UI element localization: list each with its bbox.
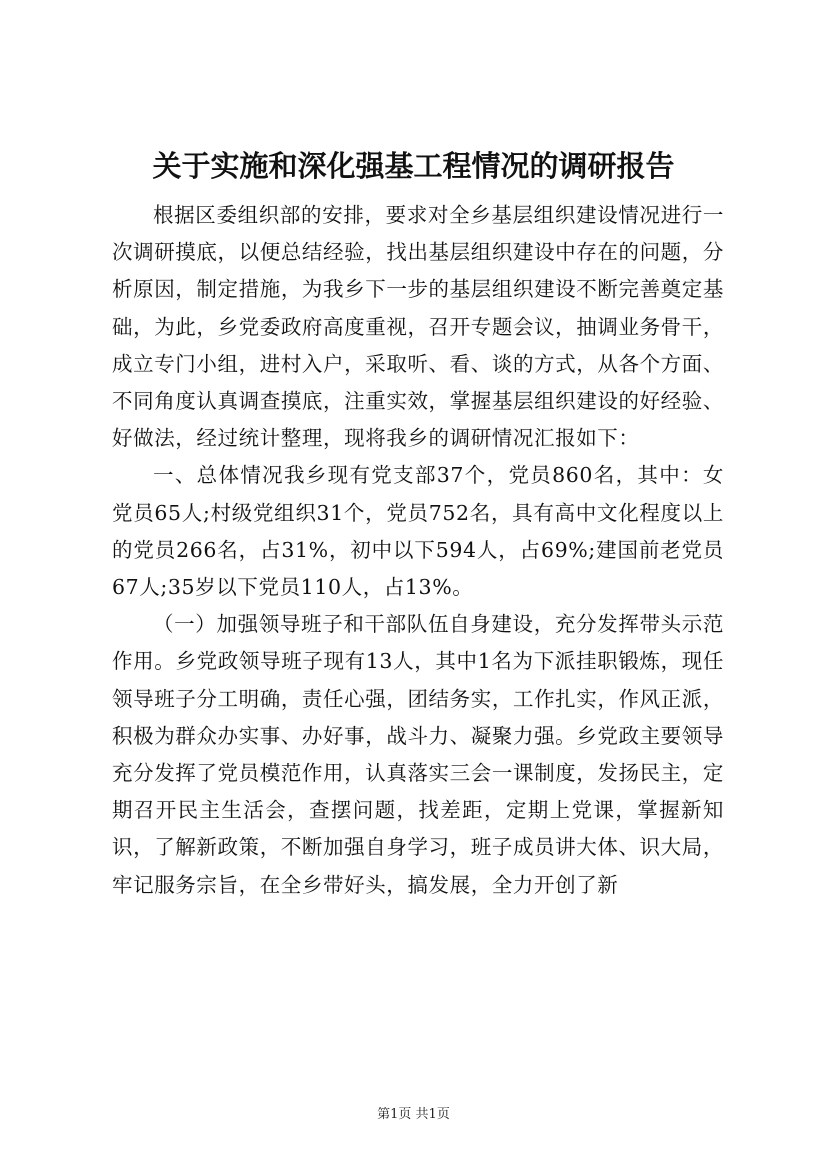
paragraph-intro: 根据区委组织部的安排，要求对全乡基层组织建设情况进行一次调研摸底，以便总结经验，找出基层组织建设中存在的问题，分析原因，制定措施，为我乡下一步的基层组织建设不断完善奠定基础，为此，乡党委政府高度重视，召开专题会议，抽调业务骨干，成立专门小组，进村入户，采取听、看、谈的方式，从各个方面、不同角度认真调查摸底，注重实效，掌握基层组织建设的好经验、好做法，经过统计整理，现将我乡的调研情况汇报如下： — [112, 203, 724, 451]
paragraph-leadership: （一）加强领导班子和干部队伍自身建设，充分发挥带头示范作用。乡党政领导班子现有13人，其中1名为下派挂职锻炼，现任领导班子分工明确，责任心强，团结务实，工作扎实，作风正派，积极为群众办实事、办好事，战斗力、凝聚力强。乡党政主要领导充分发挥了党员模范作用，认真落实三会一课制度，发扬民主，定期召开民主生活会，查摆问题，找差距，定期上党课，掌握新知识，了解新政策，不断加强自身学习，班子成员讲大体、识大局，牢记服务宗旨，在全乡带好头，搞发展，全力开创了新 — [112, 612, 724, 897]
document-title: 关于实施和深化强基工程情况的调研报告 — [152, 149, 675, 183]
paragraph-overview: 一、总体情况我乡现有党支部37个，党员860名，其中：女党员65人;村级党组织31个，党员752名，具有高中文化程度以上的党员266名，占31%，初中以下594人，占69%;建国前老党员67人;35岁以下党员110人，占13%。 — [112, 463, 724, 600]
document-body — [112, 197, 724, 904]
page-footer: 第1页 共1页 — [377, 1107, 450, 1122]
